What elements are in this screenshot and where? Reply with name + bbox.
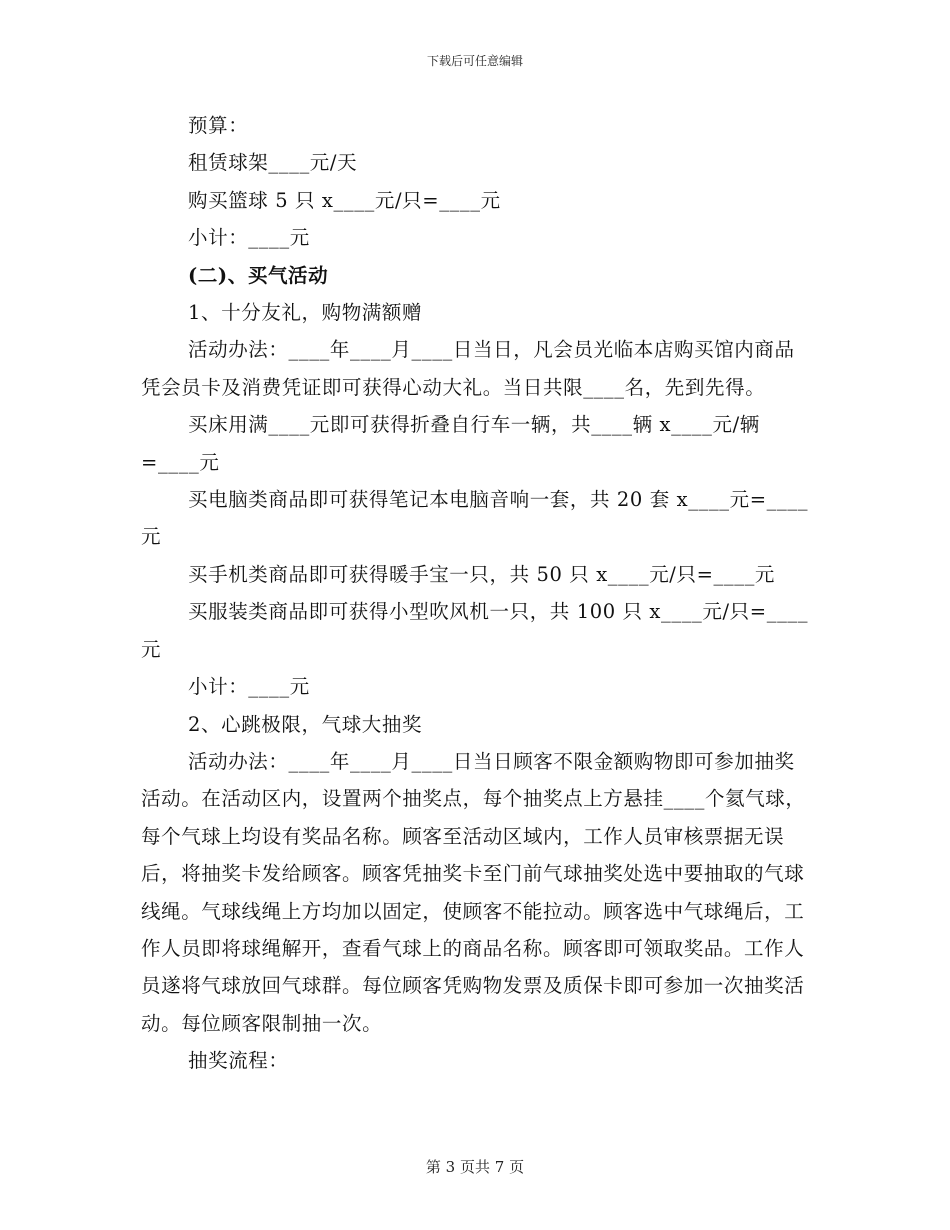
gift-line-bedding: 买床用满____元即可获得折叠自行车一辆，共____辆 x____元/辆=____元 bbox=[141, 413, 760, 474]
budget-line-rack-rental: 租赁球架____元/天 bbox=[188, 151, 358, 175]
document-body bbox=[141, 107, 809, 1080]
gift-line-phone: 买手机类商品即可获得暖手宝一只，共 50 只 x____元/只=____元 bbox=[188, 562, 776, 586]
budget-label: 预算： bbox=[188, 114, 249, 137]
activity-1-method: 活动办法：____年____月____日当日，凡会员光临本店购买馆内商品凭会员卡及消费凭证即可获得心动大礼。当日共限____名，先到先得。 bbox=[141, 338, 795, 399]
gift-line-computer: 买电脑类商品即可获得笔记本电脑音响一套，共 20 套 x____元=____元 bbox=[141, 488, 809, 549]
budget-line-basketballs: 购买篮球 5 只 x____元/只=____元 bbox=[188, 188, 501, 212]
budget-subtotal: 小计：____元 bbox=[188, 226, 310, 250]
section-heading: (二)、买气活动 bbox=[188, 263, 329, 287]
lottery-process-label: 抽奖流程： bbox=[188, 1049, 289, 1073]
activity-1-subtotal: 小计：____元 bbox=[188, 675, 310, 699]
page-header: 下载后可任意编辑 bbox=[426, 54, 523, 68]
page-number: 第 3 页共 7 页 bbox=[425, 1158, 525, 1176]
gift-line-clothing: 买服装类商品即可获得小型吹风机一只，共 100 只 x____元/只=____元 bbox=[141, 600, 809, 661]
activity-1-title: 1、十分友礼，购物满额赠 bbox=[188, 301, 423, 325]
activity-2-method: 活动办法：____年____月____日当日顾客不限金额购物即可参加抽奖活动。在活动区内，设置两个抽奖点，每个抽奖点上方悬挂____个氦气球，每个气球上均设有奖品名称。顾客至活动区域内，工作人员审核票据无误后，将抽奖卡发给顾客。顾客凭抽奖卡至门前气球抽奖处选中要抽取的气球线绳。气球线绳上方均加以固定，使顾客不能拉动。顾客选中气球绳后，工作人员即将球绳解开，查看气球上的商品名称。顾客即可领取奖品。工作人员遂将气球放回气球群。每位顾客凭购物发票及质保卡即可参加一次抽奖活动。每位顾客限制抽一次。 bbox=[141, 749, 806, 1035]
activity-2-title: 2、心跳极限，气球大抽奖 bbox=[188, 712, 423, 736]
